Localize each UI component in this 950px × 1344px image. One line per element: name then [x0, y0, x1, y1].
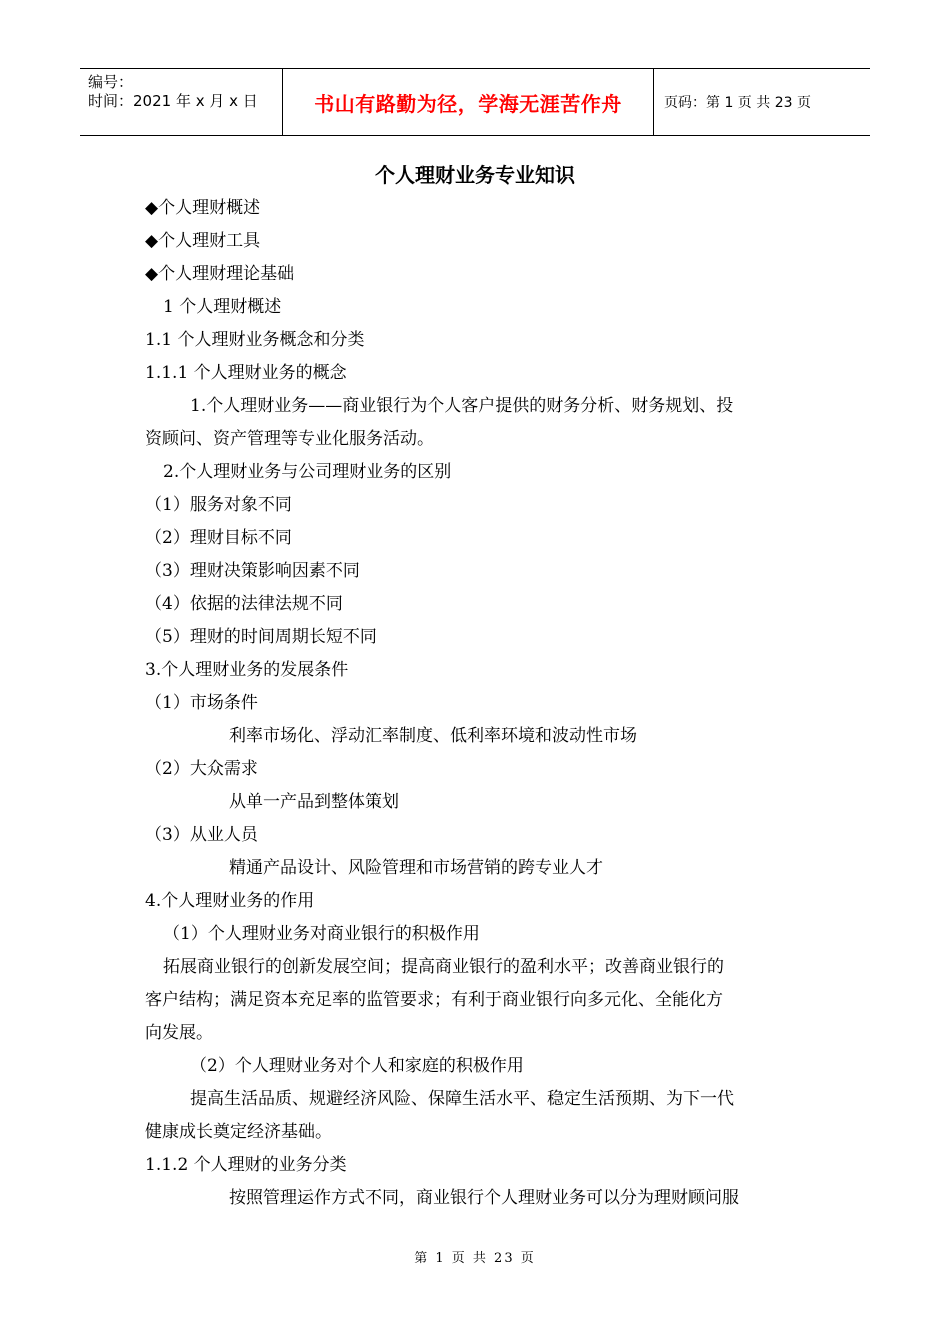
paragraph-line: 健康成长奠定经济基础。 [145, 1122, 332, 1142]
list-item: （2）大众需求 [145, 759, 258, 779]
header-page-label: 页码：第 1 页 共 23 页 [664, 95, 811, 111]
section-heading: 1.1.1 个人理财业务的概念 [145, 363, 347, 383]
document-title: 个人理财业务专业知识 [375, 163, 575, 187]
paragraph-line: 4.个人理财业务的作用 [145, 891, 315, 911]
list-item: （3）从业人员 [145, 825, 258, 845]
paragraph-line: 按照管理运作方式不同，商业银行个人理财业务可以分为理财顾问服 [229, 1188, 739, 1208]
paragraph-line: 3.个人理财业务的发展条件 [145, 660, 349, 680]
list-item: （5）理财的时间周期长短不同 [145, 627, 377, 647]
list-item: （4）依据的法律法规不同 [145, 594, 343, 614]
bullet-item: ◆个人理财理论基础 [145, 264, 295, 284]
list-item: （2）个人理财业务对个人和家庭的积极作用 [190, 1056, 524, 1076]
bullet-item: ◆个人理财工具 [145, 231, 261, 251]
list-item: （1）个人理财业务对商业银行的积极作用 [163, 924, 480, 944]
section-heading: 1 个人理财概述 [163, 297, 282, 317]
paragraph-line: 提高生活品质、规避经济风险、保障生活水平、稳定生活预期、为下一代 [190, 1089, 734, 1109]
paragraph-line: 精通产品设计、风险管理和市场营销的跨专业人才 [229, 858, 603, 878]
list-item: （1）服务对象不同 [145, 495, 292, 515]
bullet-item: ◆个人理财概述 [145, 198, 261, 218]
paragraph-line: 从单一产品到整体策划 [229, 792, 399, 812]
paragraph-line: 利率市场化、浮动汇率制度、低利率环境和波动性市场 [229, 726, 637, 746]
section-heading: 1.1 个人理财业务概念和分类 [145, 330, 365, 350]
section-heading: 1.1.2 个人理财的业务分类 [145, 1155, 347, 1175]
header-number-label: 编号： [88, 73, 134, 91]
list-item: （3）理财决策影响因素不同 [145, 561, 360, 581]
page-footer: 第 1 页 共 23 页 [414, 1251, 536, 1266]
header-meta [80, 69, 282, 135]
header-time-label: 时间：2021 年 x 月 x 日 [88, 92, 258, 110]
paragraph-line: 拓展商业银行的创新发展空间；提高商业银行的盈利水平；改善商业银行的 [163, 957, 724, 977]
paragraph-line: 向发展。 [145, 1023, 213, 1043]
paragraph-line: 1.个人理财业务——商业银行为个人客户提供的财务分析、财务规划、投 [190, 396, 734, 416]
list-item: （1）市场条件 [145, 693, 258, 713]
paragraph-line: 资顾问、资产管理等专业化服务活动。 [145, 429, 434, 449]
page-header [80, 68, 870, 136]
paragraph-line: 客户结构；满足资本充足率的监管要求；有利于商业银行向多元化、全能化方 [145, 990, 723, 1010]
paragraph-line: 2.个人理财业务与公司理财业务的区别 [163, 462, 452, 482]
header-motto: 书山有路勤为径，学海无涯苦作舟 [282, 69, 654, 135]
list-item: （2）理财目标不同 [145, 528, 292, 548]
